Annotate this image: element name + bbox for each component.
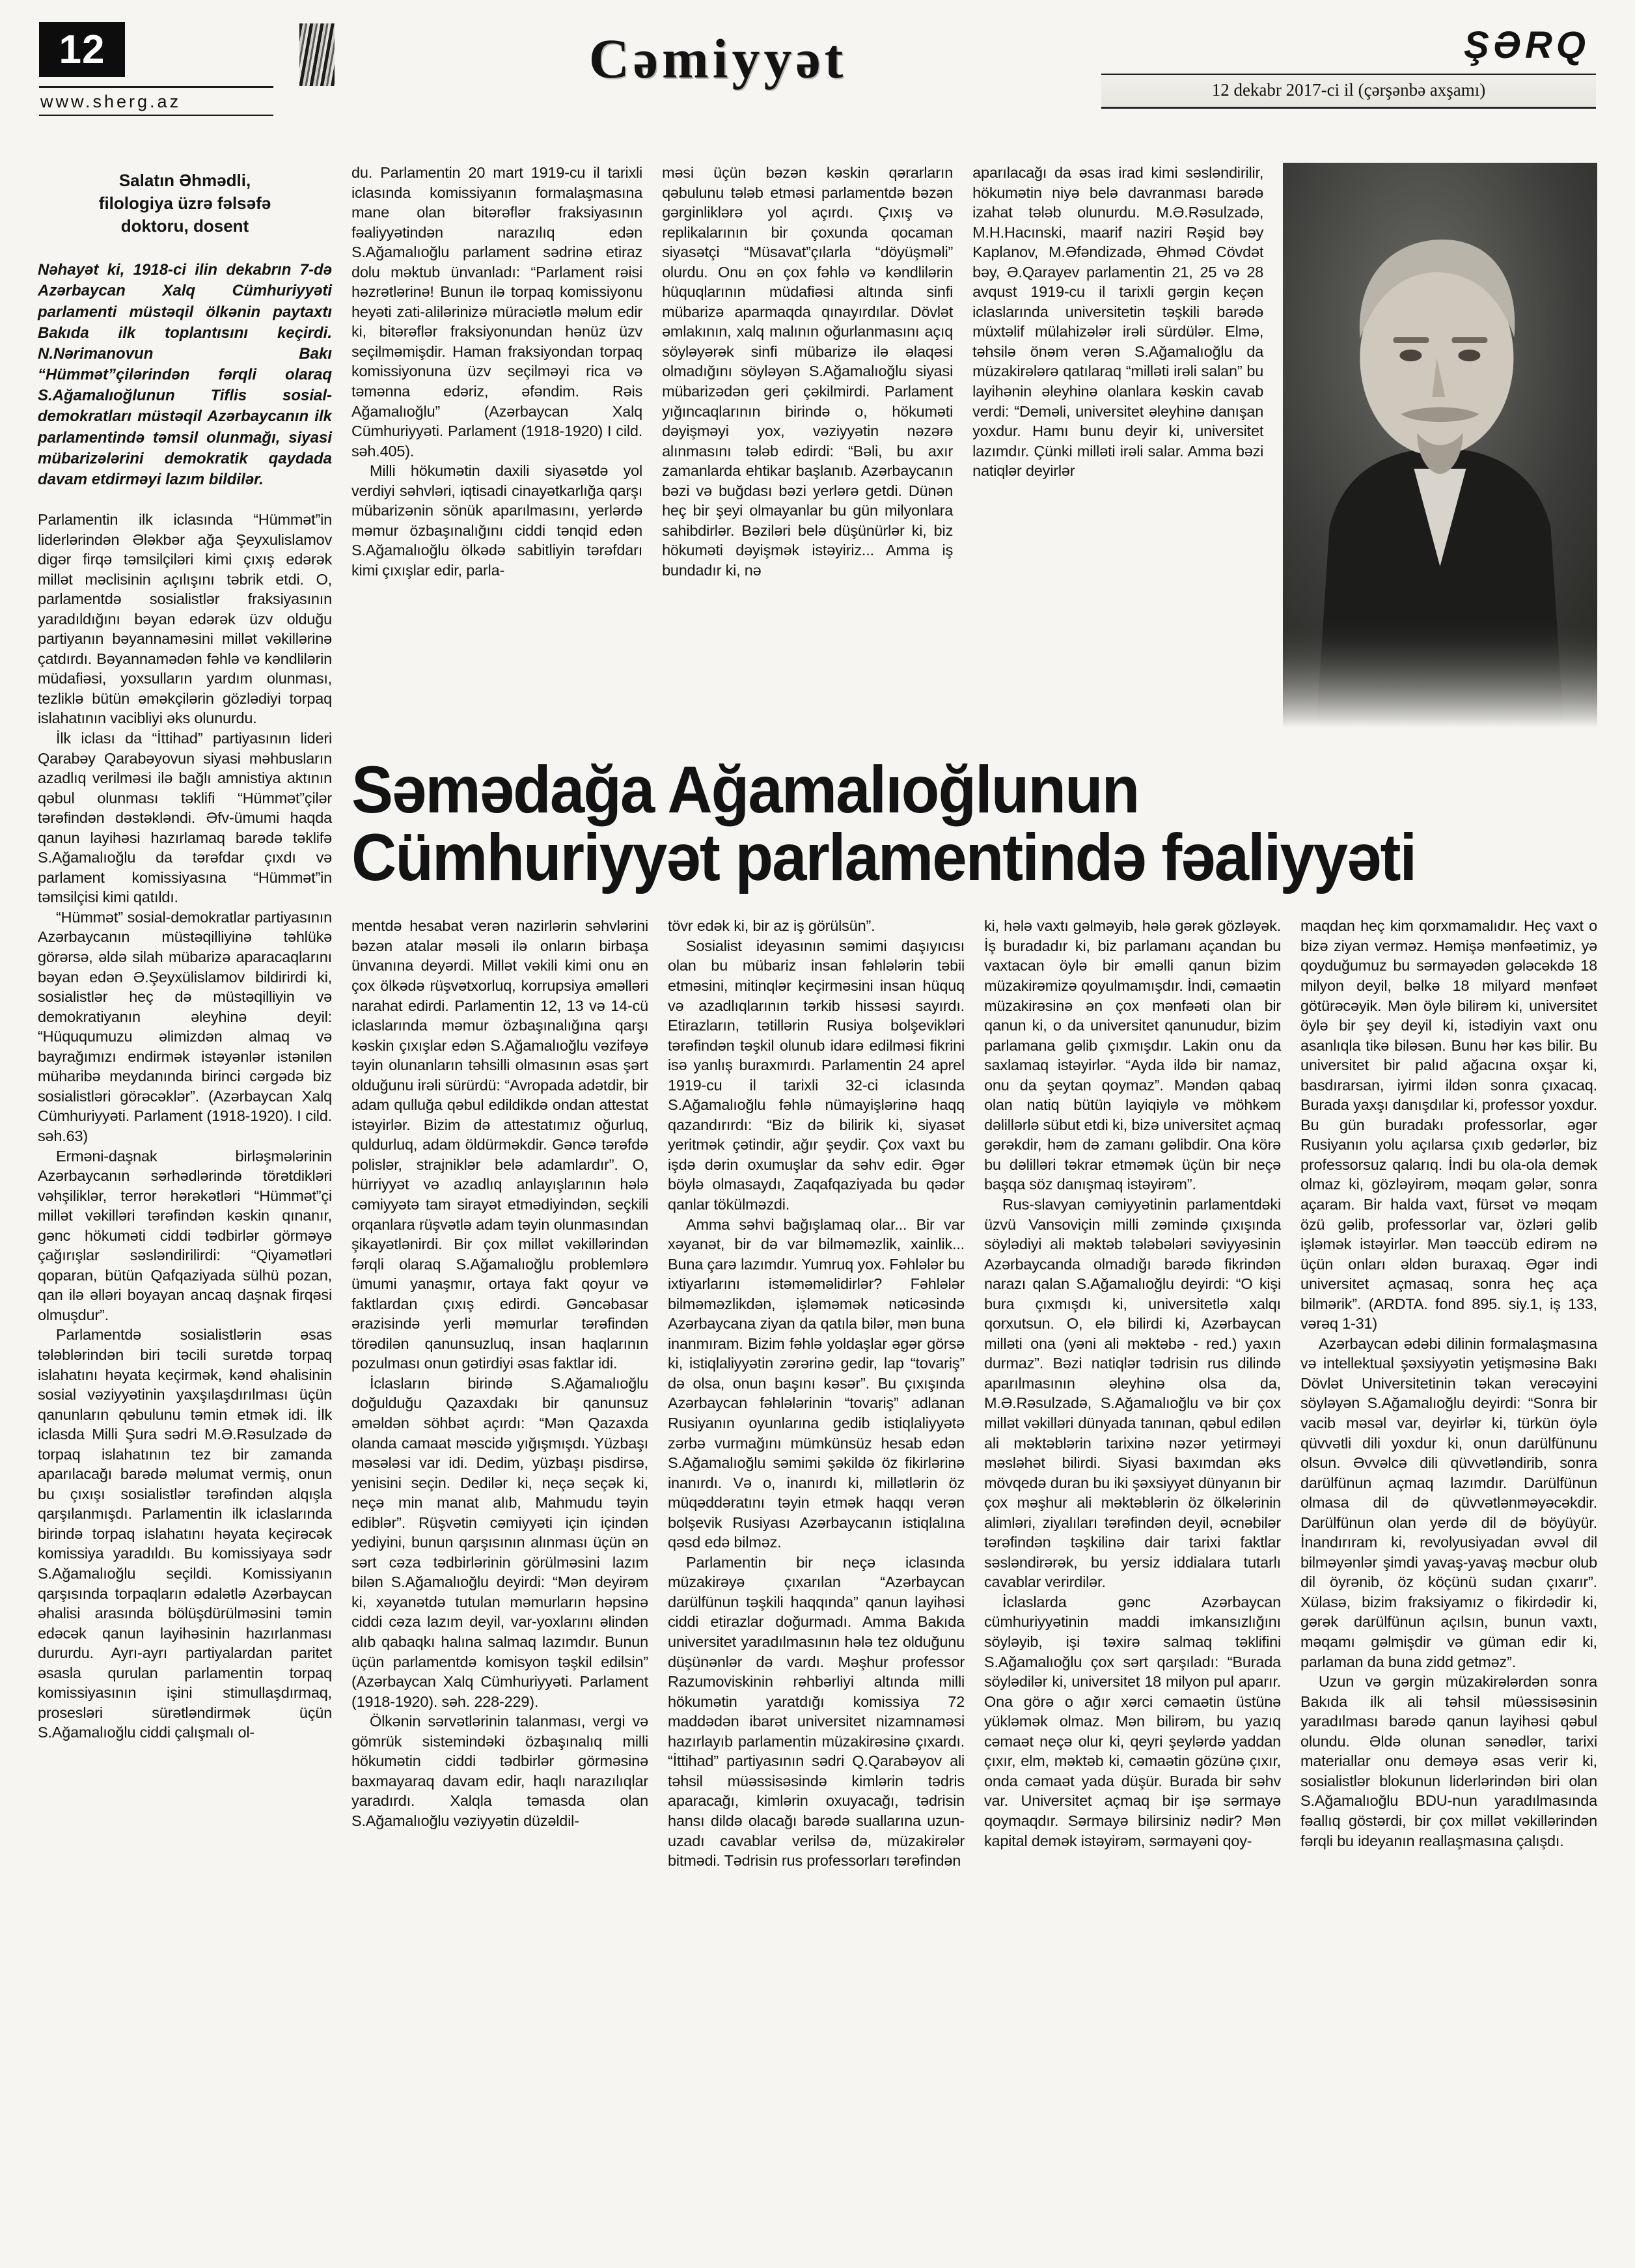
paragraph: Rus-slavyan cəmiyyətinin parlamentdəki üzvü Vansoviçin milli zəmində çıxışında söylədiyi ali məktəb tələbələri səviyyəsinin Azərbaycanda olmadığı barədə fikrindən narazı qalan S.Ağamalıoğlu deyirdi: “O kişi bura çıxmışdı ki, universitetlə xalqı qorxutsun. O, elə bilirdi ki, Azərbaycan milləti ona (yəni ali məktəbə - red.) yaxın durmaz”. Bəzi natiqlər tədrisin rus dilində aparılmasının əleyhinə olsa da, M.Ə.Rəsulzadə, S.Ağamalıoğlu və bir çox millət vəkilləri dünyada tanınan, qəbul edilən ali məktəblərin tarixinə nəzər yetirməyi məsləhət bilirdi. Siyasi baxımdan əks mövqedə duran bu iki şəxsiyyət dünyanın bir çox məşhur ali məktəblərin öz ölkələrinin alimləri, ziyalıları tərəfindən deyil, əcnəbilər tərəfindən təşkilinə dair tarixi faktlar səsləndirərək, bu yersiz iddialara tutarlı cavablar verirdilər. [984,1196,1281,1591]
paragraph: “Hümmət” sosial-demokratlar partiyasının Azərbaycanın müstəqilliyinə təhlükə görərsə, əldə silah mübarizə aparacaqlarını bəyan edən Ə.Şeyxülislamov bildirirdi ki, sosialistlər heç də müstəqilliyin və demokratiyanın əleyhinə deyil: “Hüququmuzu əlimizdən almaq və bayrağımızı endirmək istəyənlər istənilən müharibə meydanında birinci cərgədə biz sosialistləri görəcəklər”. (Azərbaycan Xalq Cümhuriyyəti. Parlament (1918-1920). I cild. səh.63) [38,908,332,1144]
headline-line-2: Cümhuriyyət parlamentində fəaliyyəti [351,820,1416,894]
page-number-box [39,22,125,77]
author-name: Salatın Əhmədli, [118,171,251,190]
column-2-bottom [351,916,648,1870]
author-title-line2: doktoru, dosent [120,216,249,236]
column-1-text [38,510,332,1743]
header-left-zone [39,22,299,116]
paragraph: Amma səhvi bağışlamaq olar... Bir var xəyanət, bir də var bilməməzlik, xainlik... Buna çarə lazımdır. Yumruq yox. Fəhlələr bu ixtiyarlarını istəməməlidirlər? Fəhlələr bilməməzlikdən, işləməmək nəticəsində Azərbaycana ziyan da qatıla bilər, mən buna inanmıram. Bizim fəhlə yoldaşlar əgər görsə ki, istiqlaliyyətin zərərinə gedir, lap “tovariş” də olsa, onun başını kəsər”. Bu çıxışında Azərbaycan fəhlələrinin “tovariş” adlanan Rusiyanın oyunlarına gedib istiqlaliyyətə zərbə vurmağını mümkünsüz hesab edən S.Ağamalıoğlu səmimi şəkildə öz fikirlərinə inanırdı. Və o, inanırdı ki, millətlərin öz müqəddəratını təyin etmək haqqı verən bolşevik Rusiyası Azərbaycanın istiqlalına qəsd edə bilməz. [668,1215,965,1551]
paragraph: Parlamentin ilk iclasında “Hümmət”in liderlərindən Ələkbər ağa Şeyxulislamov digər firqə təmsilçiləri kimi çıxış edərək millət məclisinin açılışını təbrik etdi. O, parlamentdə sosialistlər fraksiyasının yaradıldığını bəyan edərək üzv olduğu partiyanın bəyannaməsini millət vəkillərinə çatdırdı. Bəyannamədən fəhlə və kəndlilərin müdafiəsi, yoxsulların yardım olunması, tezliklə bütün əməkçilərin gözlədiyi torpaq islahatının vacibliyi əks olunurdu. [38,511,332,727]
paragraph: Uzun və gərgin müzakirələrdən sonra Bakıda ilk ali təhsil müəssisəsinin yaradılması barədə qanun layihəsi qəbul olundu. Əldə olunan sənədlər, tarixi materiallar onu deməyə əsas verir ki, sosialistlər blokunun liderlərindən biri olan S.Ağamalıoğlu BDU-nun yaradılmasında fəallıq göstərdi, bir çox millət vəkillərindən fərqli bu ideyanın reallaşmasına çalışdı. [1300,1673,1597,1849]
paragraph: İclaslarda gənc Azərbaycan cümhuriyyətinin maddi imkansızlığını söyləyib, işi təxirə salmaq təklifini S.Ağamalıoğlu çox sərt qarşıladı: “Burada söylədilər ki, universitet 18 milyon pul aparır. Ona görə o ağır xərci cəmaətin üstünə yükləmək olmaz. Mən bilirəm, bu yazıq cəmaət neçə olur ki, qeyri şeylərdə yaddan çıxır, elm, məktəb ki, cəmaətin gözünə çıxır, onda cəmaət yada düşür. Burada bir səhv var. Universitet açmaq bir işə sərmayə qoymaqdır. Sərmayə bilirsiniz nədir? Mən kapital demək istəyirəm, sərmayəni qoy- [984,1593,1281,1849]
column-1 [38,163,332,1871]
page-number: 12 [59,27,105,72]
paragraph: ki, hələ vaxtı gəlməyib, hələ gərək gözləyək. İş buradadır ki, biz parlamanı açandan bu vaxtacan öylə bir əməlli qanun bizim müzakirəmizə qoyulmamışdır. İndi, cəmaətin müzakirəsinə ən çox mənfəəti olan bir qanun ki, o da universitet qanunudur, bizim parlamana gəlib çıxmışdır. Lakin onu da saxlamaq istəyirlər. “Ayda ildə bir namaz, onu da şeytan qoymaz”. Məndən qabaq olan natiq bütün layiqiylə və möhkəm dəlillərlə sübut etdi ki, bizə universitet açmaq gərəkdir, həm də zamanı gəlibdir. Ona körə bu dəlilləri təkrar etməmək üçün bir neçə başqa söz danışmaq istəyirəm”. [984,917,1281,1193]
header-right-zone [1101,22,1596,109]
paragraph: Azərbaycan ədəbi dilinin formalaşmasına və intellektual şəxsiyyətin yetişməsinə Bakı Dövlət Universitetinin təkan verəcəyini söyləyən S.Ağamalıoğlu deyirdi: “Sonra bir vacib məsəl var, deyirlər ki, türkün öylə qüvvətli dili yoxdur ki, onun darülfünunu olsun. Əvvəlcə dili qüvvətləndirib, sonra darülfünun açmaq lazımdır. Darülfünun olmasa dil də qüvvətlənməyəcəkdir. Darülfünun olan yerdə dil də böyüyür. İnandırıram ki, revolyusiyadan əvvəl dil bilməyənlər şimdi yavaş-yavaş məcbur olub dil öyrənib, öz köçünü sudan çıxarır”. Xülasə, bizim fraksiyamız o fikirdədir ki, gərək darülfünun açılsın, bunun vaxtı, məqamı gəlmişdir və güman edir ki, parlaman da buna zidd getməz”. [1300,1335,1597,1670]
bottom-columns [351,916,1597,1870]
paragraph: Ölkənin sərvətlərinin talanması, vergi və gömrük sistemindəki özbaşınalıq milli hökumətin ciddi tədbirlər görməsinə baxmayaraq davam edir, haqlı narazılıqlar yaradırdı. Xalqla təmasda olan S.Ağamalıoğlu vəziyyətin düzəldil- [351,1713,648,1829]
lead-paragraph: Nəhayət ki, 1918-ci ilin dekabrın 7-də Azərbaycan Xalq Cümhuriyyəti parlamenti müstəqil ölkənin paytaxtı Bakıda ilk toplantısını keçirdi. N.Nərimanovun Bakı “Hümmət”çilərindən fərqli olaraq S.Ağamalıoğlunun Tiflis sosial-demokratları müstəqil Azərbaycanın ilk parlamentində təmsil olunmağı, siyasi mübarizələrini demokratik qaydada davam etdirməyi lazım bildilər. [38,261,332,488]
portrait-photo-graphic [1283,163,1597,728]
paragraph: aparılacağı da əsas irad kimi səsləndirilir, hökumətin niyə belə davranması barədə izahat tələb olunurdu. M.Ə.Rəsulzadə, M.H.Hacınski, maarif naziri Rəşid bəy Kaplanov, M.Əfəndizadə, Əhməd Cövdət bəy, Ə.Qarayev parlamentin 21, 25 və 28 avqust 1919-cu il tarixli gərgin keçən iclaslarında universitetin təşkili barədə müxtəlif mülahizələr irəli sürdülər. Elmə, təhsilə önəm verən S.Ağamalıoğlu da müzakirələrə qatılaraq “milləti irəli salan” bu layihənin əleyhinə olanlara kəskin cavab verdi: “Deməli, universitet əleyhinə danışan yoxdur. Hamı bunu deyir ki, universitet lazımdır. Çünki milləti irəli salar. Amma bəzi natiqlər deyirlər [972,164,1264,480]
article-headline [351,753,1597,894]
column-3-top [662,163,953,728]
website-url: www.sherg.az [40,92,182,111]
headline-line-1: Səmədağa Ağamalıoğlunun [351,753,1139,827]
paragraph: du. Parlamentin 20 mart 1919-cu il tarixli iclasında komissiyanın formalaşmasına mane olan bitərəflər fraksiyasının fəaliyyətindən narazılıq edən S.Ağamalıoğlu parlament sədrinə etiraz dolu məktub ünvanladı: “Parlament rəisi həzrətlərinə! Bunun ilə torpaq komissiyonu heyəti zati-alilərinizə müraciətlə məlum edir ki, bitərəflər fraksiyonundan hənüz üzv seçilməmişdir. Haman fraksiyondan torpaq komissiyonuna üzv seçilməyi rica və təmənna edəriz, əfəndim. Rəis Ağamalıoğlu” (Azərbaycan Xalq Cümhuriyyəti. Parlament (1918-1920) I cild. səh.405). [351,164,643,460]
right-region [351,163,1597,1871]
page-header [0,0,1635,137]
portrait-photo [1283,163,1597,728]
paragraph: tövr edək ki, bir az iş görülsün”. [668,917,875,935]
issue-date: 12 dekabr 2017-ci il (çərşənbə axşamı) [1101,74,1596,109]
column-3-bottom [668,916,965,1870]
article-body [0,137,1635,1871]
section-title: Cəmiyyət [588,27,847,90]
paragraph: İlk iclası da “İttihad” partiyasının lideri Qarabəy Qarabəyovun siyasi məhbusların azadlıq verilməsi ilə bağlı amnistiya aktının qəbul olunması təklifi “Hümmət”çilər tərəfindən dəstəkləndi. Əfv-ümumi haqda qanun layihəsi hazırlamaq barədə təklifə S.Ağamalıoğlu da tərəfdar çıxdı və parlament komissiyasına “Hümmət”in təmsilçisi kimi qatıldı. [38,730,332,906]
paragraph: məsi üçün bəzən kəskin qərarların qəbulunu tələb etməsi parlamentdə bəzən gərginliklərə yol açırdı. Çıxış və replikalarının bir çoxunda qocaman siyasətçi “Müsavat”çılarla “döyüşməli” olurdu. Onu ən çox fəhlə və kəndlilərin hüquqlarının müdafiəsi altında sinfi mübarizə aparmaqda qınayırdılar. Dövlət əmlakının, xalq malının oğurlanmasını açıq söyləyərək sinfi mübarizə ilə əlaqəsi olmadığını söyləyən S.Ağamalıoğlu siyasi mübarizədən geri çəkilmirdi. Parlament yığıncaqlarının birində o, hökuməti dəyişməyi yox, vəziyyətin nəzərə alınmasını tələb edirdi: “Bəli, bu axır zamanlarda ehtikar başlanıb. Azərbaycanın bəzi və buğdası bəzi yerlərə getdi. Dünən heç bir şeyi olmayanlar bu gün milyonlara sahibdirlər. Bəziləri belə düşünürlər ki, biz hökuməti dəyişmək istəyiriz... Amma iş bundadır ki, nə [662,164,954,579]
author-byline [38,169,332,238]
top-columns [351,163,1597,728]
newspaper-masthead: ŞƏRQ [1463,24,1589,66]
column-4-top [972,163,1263,728]
column-4-bottom [984,916,1281,1870]
author-title-line1: filologiya üzrə fəlsəfə [98,193,271,214]
paragraph: Parlamentdə sosialistlərin əsas tələblərindən biri təcili surətdə torpaq islahatını həyata keçirmək, kənd əhalisinin sosial vəziyyətinin yaxşılaşdırılması üçün qanunların qəbulunu təmin etmək idi. İlk iclasda Milli Şura sədri M.Ə.Rəsulzadə də torpaq islahatının tez bir zamanda aparılacağı barədə məlumat vermiş, onun bu çıxışı sosialistlər tərəfindən alqışla qarşılanmışdı. Parlamentin ilk iclaslarında birində torpaq islahatını həyata keçirəcək komissiya yaradıldı. Bu komissiyaya sədr S.Ağamalıoğlu seçildi. Komissiyanın qarşısında torpaqların ədalətlə Azərbaycan əhalisi arasında bölüşdürülməsini təmin edəcək qanun layihəsinin hazırlanması dururdu. Ayrı-ayrı partiyalardan paritet əsasla qurulan parlamentin torpaq komissiyasının işini stimullaşdırmaq, prosesləri sürətləndirmək üçün S.Ağamalıoğlu ciddi çalışmalı ol- [38,1326,332,1741]
paragraph: Sosialist ideyasının səmimi daşıyıcısı olan bu mübariz insan fəhlələrin təbii etməsini, mitinqlər keçirməsini insan hüquq və azadlıqlarının tərkib hissəsi sayırdı. Etirazların, tətillərin Rusiya bolşevikləri tərəfindən təşkil olunub idarə edilməsi fikrini isə yanlış buraxmırdı. Parlamentin 24 aprel 1919-cu il tarixli 32-ci iclasında S.Ağamalıoğlu fəhlə nümayişlərinə haqq qazandırırdı: “Biz də bilirik ki, siyasət yeritmək çətindir, ağır şeydir. Çox vaxt bu işdə dərin oxumuşlar da səhv edir. Əgər böylə olmasaydı, Zaqafqaziyada bu qədər qanlar tökülməzdi. [668,937,965,1213]
paragraph: Milli hökumətin daxili siyasətdə yol verdiyi səhvləri, iqtisadi cinayətkarlığa qarşı mübarizənin sönük aparılmasını, yerlərdə məmur özbaşınalığını ciddi tənqid edən S.Ağamalıoğlu ölkədə sabitliyin tərəfdarı kimi çıxışlar edir, parla- [351,462,643,579]
decorative-strip [299,23,335,86]
photo-column [1283,163,1597,728]
paragraph: Parlamentin bir neçə iclasında müzakirəyə çıxarılan “Azərbaycan darülfünun təşkili haqqında” qanun layihəsi ciddi etirazlar doğurmadı. Amma Bakıda universitet yaradılmasının hələ tez olduğunu düşünənlər də vardı. Məşhur professor Razumoviskinin rəhbərliyi altında milli hökumətin yaratdığı komissiya 72 maddədən ibarət universitet nizamnaməsi hazırlayıb parlamentin müzakirəsinə çıxardı. “İttihad” partiyasının sədri Q.Qarabəyov ali təhsil müəssisəsində kimlərin tədris aparacağı, kimlərin oxuyacağı, tədrisin hansı dildə olacağı barədə suallarına uzun-uzadı cavablar verilsə də, müzakirələr bitmədi. Tədrisin rus professorları tərəfindən [668,1553,965,1870]
column-5-bottom [1300,916,1597,1870]
rule-line [39,115,273,116]
paragraph: Erməni-daşnak birləşmələrinin Azərbaycanın sərhədlərində törətdikləri vəhşiliklər, terror hərəkətləri “Hümmət”çi millət vəkilləri tərəfindən kəskin qınanır, gənc hökuməti ciddi tədbirlər görməyə çağırışlar səsləndirilirdi: “Qiyamətləri qoparan, bütün Qafqaziyada sülhü pozan, qan ilə əlləri boyayan ancaq daşnak firqəsi olmuşdur”. [38,1147,332,1323]
paragraph: İclasların birində S.Ağamalıoğlu doğulduğu Qazaxdakı bir qanunsuz əməldən söhbət açırdı: “Mən Qazaxda olanda camaat məscidə yığışmışdı. Yüzbaşı məsələsi var idi. Dedim, yüzbaşı pisdirsə, yenisini seçin. Dedilər ki, neçə seçək ki, neçə min manat alıb, Mahmudu təyin ediblər”. Rüşvətin cəmiyyəti için içindən yediyini, bunun qarşısının alınması üçün ən sərt cəza tədbirlərinin görülməsini lazım bilən S.Ağamalıoğlu deyirdi: “Mən deyirəm ki, xəyanətdə tutulan məmurların həpsinə ciddi cəza lazım deyil, var-yoxlarını əlindən alıb qabaqkı halına salmaq lazımdır. Bunun üçün parlamentdə komisyon təşkil edilsin” (Azərbaycan Xalq Cümhuriyyəti. Parlament (1918-1920). səh. 228-229). [351,1374,648,1710]
column-2-top [351,163,642,728]
paragraph: mentdə hesabat verən nazirlərin səhvlərini bəzən atalar məsəli ilə onların birbaşa ünvanına deyərdi. Millət vəkili kimi onu ən çox ölkədə rüşvətxorluq, korrupsiya əməlləri narahat edirdi. Parlamentin 12, 13 və 14-cü iclaslarında məmur özbaşınalığına qarşı kəskin çıxışlar edən S.Ağamalıoğlu vəzifəyə təyin olunanların təhsilli olmasının əsas şərt olduğunu irəli sürürdü: “Avropada adətdir, bir adam qulluğa qəbul edildikdə ondan attestat istəyirlər. Bizim də attestatımız oğurluq, quldurluq, adam öldürməkdir. Gəncə tərəfdə polislər, strajniklər belə adamlardır”. O, hürriyyət və azadlıq anlayışlarının hələ cəmiyyətə tam sirayət etmədiyindən, seçkili orqanlara rüşvətlə adam təyin olunmasından şikayətlənirdi. Bir çox millət vəkillərindən fərqli olaraq S.Ağamalıoğlu problemlərə ümumi yanaşmır, ortaya fakt qoyur və faktlardan çıxış edirdi. Gəncəbasar ərazisində yerli məmurlar tərəfindən törədilən qanunsuzluq, insan haqlarının pozulması onun gətirdiyi əsas faktlar idi. [351,917,648,1372]
paragraph: maqdan heç kim qorxmamalıdır. Heç vaxt o bizə ziyan verməz. Həmişə mənfəətimiz, yə qoyduğumuz bu sərmayədən gələcəkdə 18 milyon deyil, bəlkə 18 milyard mənfəət götürəcəyik. Mən öylə bilirəm ki, universitet öylə bir şey deyil ki, istədiyin vaxt onu asanlıqla tikə biləsən. Bunu hər kəs bilir. Bu universitet bir palıd ağacına oxşar ki, basdırarsan, iyirmi ildən sonra çıxacaq. Burada yaxşı danışdılar ki, professor yoxdur. Bu gün buradakı professorlar, əgər Rusiyanın yolu açılarsa çıxıb gedərlər, biz professorsuz qalarıq. İndi bu ola-ola demək olmaz ki, gözləyirəm, məqam gələr, sonra açaram. Bir halda vaxt, fürsət və məqam özü gəlib, professorlar var, özləri gəlib işləmək istəyirlər. Mən təəccüb edirəm nə üçün onları əldən buraxaq. Əgər indi universitet açmasaq, sonra heç aça bilmərik”. (ARDTA. fond 895. siy.1, iş 133, vərəq 1-31) [1300,917,1597,1333]
